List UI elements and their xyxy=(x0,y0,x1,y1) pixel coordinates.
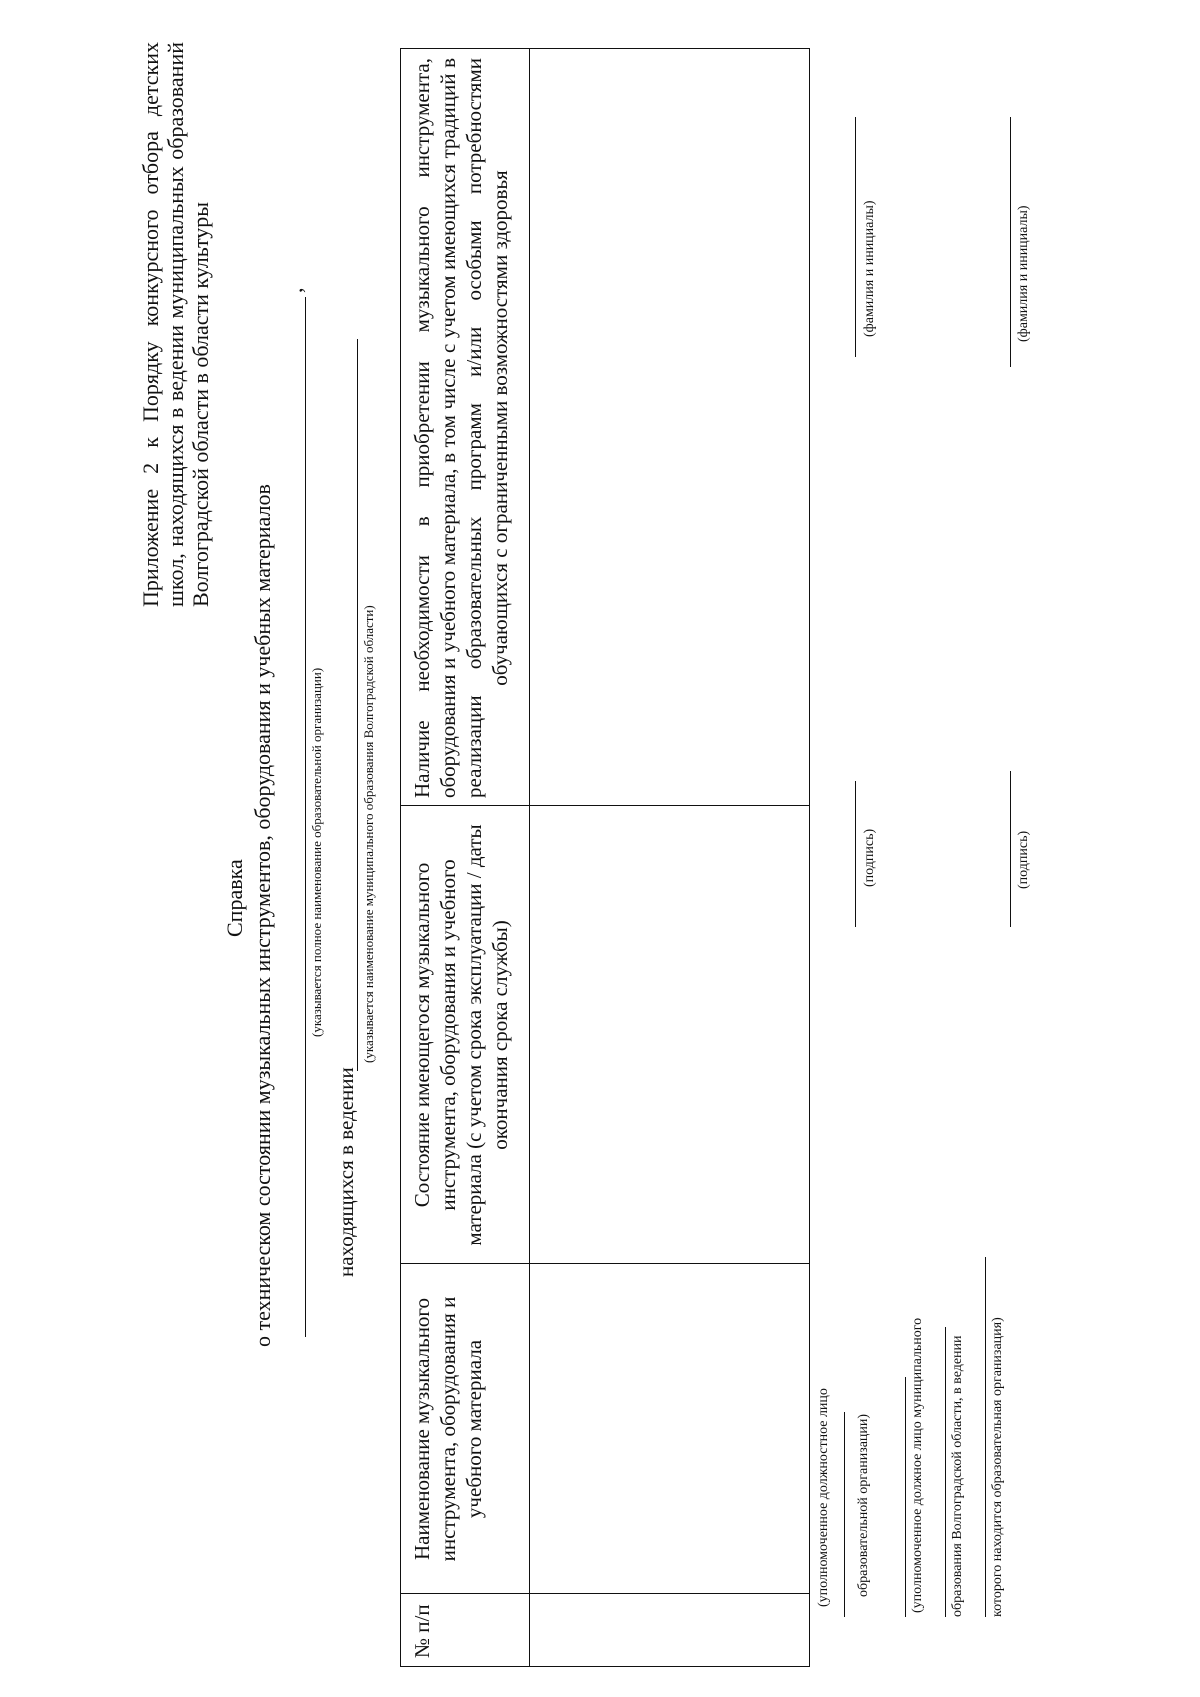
org-name-initials-hint: (фамилия и инициалы) xyxy=(862,200,877,337)
muni-official-underline-2 xyxy=(945,1327,946,1617)
equipment-table xyxy=(400,48,810,1667)
appendix-note: Приложение 2 к Порядку конкурсного отбора детских школ, находящихся в ведении муниципальных образований Волгоградской области в области культуры xyxy=(138,42,213,607)
muni-official-label-line1: (уполномоченное должное лицо муниципального xyxy=(910,1317,925,1613)
header-cell-name: Наименование музыкального инструмента, оборудования и учебного материала xyxy=(410,1296,486,1562)
document-title: Справка xyxy=(222,859,247,937)
org-official-underline xyxy=(844,1412,845,1617)
table-row xyxy=(531,49,809,1666)
org-name-initials-line xyxy=(855,117,856,357)
org-name-hint: (указывается полное наименование образовательной организации) xyxy=(309,667,324,1037)
muni-official-underline xyxy=(905,1377,906,1617)
document-subtitle: о техническом состоянии музыкальных инструментов, оборудования и учебных материалов xyxy=(250,484,275,1347)
muni-signature-line xyxy=(1010,771,1011,927)
org-name-field-line xyxy=(305,297,306,1337)
org-signature-line xyxy=(855,781,856,927)
org-official-label-line2: образовательной организации) xyxy=(856,1413,871,1597)
muni-official-underline-3 xyxy=(985,1257,986,1617)
municipality-field-line xyxy=(357,339,358,1071)
muni-signature-hint: (подпись) xyxy=(1016,830,1031,889)
header-cell-condition: Состояние имеющегося музыкального инструмента, оборудования и учебного материала (с учетом срока эксплуатации / даты окончания срока службы) xyxy=(410,824,512,1246)
header-row-divider xyxy=(529,49,530,1666)
muni-official-label-line2: образования Волгоградской области, в ведении xyxy=(950,1335,965,1617)
header-cell-need: Наличие необходимости в приобретении музыкального инструмента, оборудования и учебного материала, в том числе с учетом имеющихся традиций в реализации образовательных программ и/или особыми потребностями обучающихся с ограниченными возможностями здоровья xyxy=(410,58,512,798)
municipality-hint: (указывается наименование муниципального образования Волгоградской области) xyxy=(361,605,376,1063)
org-name-comma: , xyxy=(282,287,307,293)
muni-name-initials-line xyxy=(1010,117,1011,367)
muni-name-initials-hint: (фамилия и инициалы) xyxy=(1016,205,1031,342)
org-signature-hint: (подпись) xyxy=(862,828,877,887)
org-official-label-line1: (уполномоченное должностное лицо xyxy=(816,1388,831,1607)
header-cell-number: № п/п xyxy=(410,1604,434,1658)
muni-official-label-line3: которого находится образовательная организация) xyxy=(990,1317,1005,1617)
located-label: находящихся в ведении xyxy=(334,1067,358,1277)
